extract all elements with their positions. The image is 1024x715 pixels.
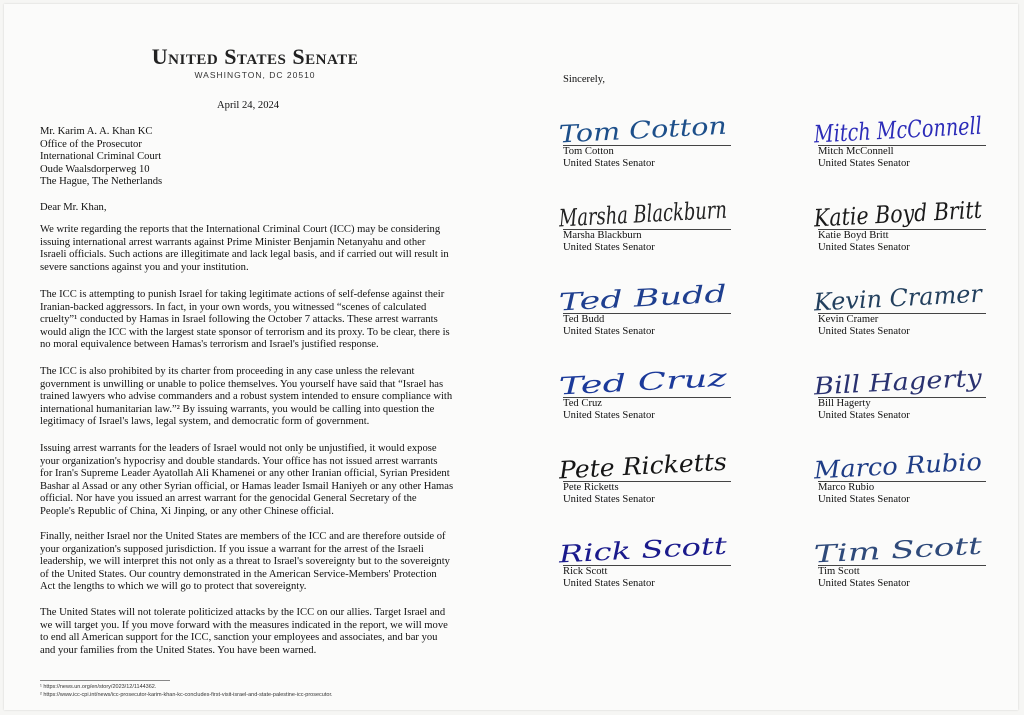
body-line: Act the lengths to which we will go to protect that sovereignty. xyxy=(40,581,307,593)
footnote-divider xyxy=(40,680,170,681)
signature-script: Pete Ricketts xyxy=(558,448,720,485)
signatory-name: Mitch McConnell xyxy=(818,146,894,157)
signatory-name: Kevin Cramer xyxy=(818,314,879,325)
signatory-name: Marsha Blackburn xyxy=(563,230,642,241)
body-line: international humanitarian law.”² By issuing warrants, you would be calling into question the xyxy=(40,403,435,415)
signature-script: Marco Rubio xyxy=(813,448,972,485)
letter-page xyxy=(4,4,1024,710)
address-line: International Criminal Court xyxy=(40,151,162,163)
signatory-title: United States Senator xyxy=(563,326,655,337)
signatory-name: Marco Rubio xyxy=(818,482,875,493)
salutation: Dear Mr. Khan, xyxy=(40,202,107,213)
signature-script: Mitch McConnell xyxy=(813,109,1024,149)
handwritten-signature xyxy=(810,356,990,400)
signatory-title: United States Senator xyxy=(818,578,910,589)
signatory-title: United States Senator xyxy=(563,578,655,589)
signature-script: Bill Hagerty xyxy=(813,364,963,401)
handwritten-signature xyxy=(555,356,735,400)
body-paragraph xyxy=(40,366,510,429)
signatory-title: United States Senator xyxy=(563,410,655,421)
signatory-name: Katie Boyd Britt xyxy=(818,230,889,241)
signatory-title: United States Senator xyxy=(563,158,655,169)
body-paragraph xyxy=(40,289,510,352)
signatory-title: United States Senator xyxy=(818,494,910,505)
signatory-name: Rick Scott xyxy=(563,566,608,577)
signatory-name: Ted Cruz xyxy=(563,398,602,409)
body-paragraph xyxy=(40,224,510,274)
handwritten-signature xyxy=(810,104,1024,149)
body-line: The United States will not tolerate politicized attacks by the ICC on our allies. Target Israel and xyxy=(40,607,446,618)
signature-script: Ted Cruz xyxy=(558,366,669,401)
handwritten-signature xyxy=(810,272,990,316)
body-line: issuing international arrest warrants against Prime Minister Benjamin Netanyahu and other xyxy=(40,236,426,248)
address-line: Mr. Karim A. A. Khan KC xyxy=(40,126,153,137)
signature-script: Ted Budd xyxy=(558,282,675,317)
footnote: ¹ https://news.un.org/en/story/2023/12/1144362. xyxy=(40,684,157,690)
signatory-title: United States Senator xyxy=(818,242,910,253)
body-paragraph xyxy=(40,531,510,594)
signature-script: Katie Boyd Britt xyxy=(813,194,1011,233)
signatory-title: United States Senator xyxy=(818,410,910,421)
body-line: for Iran's Supreme Leader Ayatollah Ali Khamenei or any other Iranian official, Syrian President xyxy=(40,468,450,480)
handwritten-signature xyxy=(555,272,735,316)
handwritten-signature xyxy=(555,524,735,568)
signatory-name: Pete Ricketts xyxy=(563,482,619,493)
handwritten-signature xyxy=(555,104,735,148)
body-line: to end all American support for the ICC, sanction your employees and associates, and bar you xyxy=(40,632,438,644)
handwritten-signature xyxy=(555,440,735,484)
address-line: Oude Waalsdorperweg 10 xyxy=(40,163,150,175)
body-line: severe sanctions against you and your institution. xyxy=(40,261,249,273)
signatory-name: Tim Scott xyxy=(818,566,860,577)
footnotes xyxy=(40,684,333,699)
body-line: leadership, we will interpret this not only as a threat to Israel's sovereignty but to the sovereignty xyxy=(40,556,450,568)
signature-script: Tim Scott xyxy=(813,534,933,569)
letter-date: April 24, 2024 xyxy=(217,100,280,111)
signatory-title: United States Senator xyxy=(818,326,910,337)
body-line: no moral equivalence between Hamas's terrorism and Israel's justified response. xyxy=(40,339,379,351)
address-line: The Hague, The Netherlands xyxy=(40,176,163,188)
footnote: ² https://www.icc-cpi.int/news/icc-prosecutor-karim-khan-kc-concludes-first-visit-israel-and-state-palestine-icc-prosecutor. xyxy=(40,691,333,698)
signature-script: Marsha Blackburn xyxy=(558,192,785,233)
body-line: cruelty”¹ conducted by Hamas in Israel following the October 7 attacks. These arrest warrants xyxy=(40,314,438,326)
body-line: would align the ICC with the largest state sponsor of terrorism and its proxy. To be clear, there is xyxy=(40,326,450,338)
handwritten-signature xyxy=(810,524,990,568)
body-line: We write regarding the reports that the International Criminal Court (ICC) may be considering xyxy=(40,224,441,235)
body-line: your organization's supposed jurisdiction. If you issue a warrant for the arrest of the Israeli xyxy=(40,543,424,555)
closing: Sincerely, xyxy=(563,74,605,85)
body-line: Bashar al Assad or any other Syrian official, or Hamas leader Ismail Haniyeh or any other Hamas xyxy=(40,480,454,492)
letterhead xyxy=(124,46,386,80)
address-line: Office of the Prosecutor xyxy=(40,138,142,150)
body-paragraph xyxy=(40,607,510,657)
body-line: Israeli officials. Such actions are illegitimate and lack legal basis, and if carried out will result in xyxy=(40,249,449,261)
body-line: Finally, neither Israel nor the United States are members of the ICC and are therefore outside of xyxy=(40,531,446,542)
body-line: and your families from the United States. You have been warned. xyxy=(40,644,317,656)
signature-script: Rick Scott xyxy=(558,533,685,569)
body-line: government is unwilling or unable to police themselves. You yourself have said that “Israel has xyxy=(40,378,444,390)
body-line: your organization's hypocrisy and double standards. Your office has not issued arrest warrants xyxy=(40,455,438,467)
signatory-name: Bill Hagerty xyxy=(818,398,871,409)
body-line: official. Nor have you issued an arrest warrant for the genocidal General Secretary of the xyxy=(40,493,417,505)
body-line: legitimacy of Israel's laws, legal system, and democratic form of government. xyxy=(40,416,370,428)
signature-script: Tom Cotton xyxy=(558,113,701,149)
signatory-name: Tom Cotton xyxy=(563,146,614,157)
recipient-address xyxy=(40,126,440,189)
handwritten-signature xyxy=(810,188,1011,233)
signatory-name: Ted Budd xyxy=(563,314,605,325)
signature-script: Kevin Cramer xyxy=(813,279,983,317)
handwritten-signature xyxy=(555,188,785,233)
signatory-title: United States Senator xyxy=(563,494,655,505)
body-paragraph xyxy=(40,443,510,519)
body-line: The ICC is also prohibited by its charter from proceeding in any case unless the relevant xyxy=(40,366,415,377)
body-line: The ICC is attempting to punish Israel for taking legitimate actions of self-defense against their xyxy=(40,289,445,300)
body-line: Iranian-backed aggressors. In fact, in your own words, you witnessed “scenes of calculated xyxy=(40,301,427,313)
body-line: trained lawyers who advise commanders and a robust system intended to ensure compliance with xyxy=(40,391,453,403)
body-line: we will target you. If you move forward with the measures indicated in the report, we will move xyxy=(40,619,448,631)
letterhead-city: WASHINGTON, DC 20510 xyxy=(194,70,316,80)
handwritten-signature xyxy=(810,440,990,484)
body-line: Issuing arrest warrants for the leaders of Israel would not only be unjustified, it would expose xyxy=(40,443,437,454)
body-line: of the United States. Our country demonstrated in the American Service-Members' Protection xyxy=(40,568,437,580)
letterhead-title: United States Senate xyxy=(151,44,359,69)
body-line: People's Republic of China, Xi Jinping, or any other Chinese official. xyxy=(40,505,334,517)
signatory-title: United States Senator xyxy=(563,242,655,253)
signatory-title: United States Senator xyxy=(818,158,910,169)
